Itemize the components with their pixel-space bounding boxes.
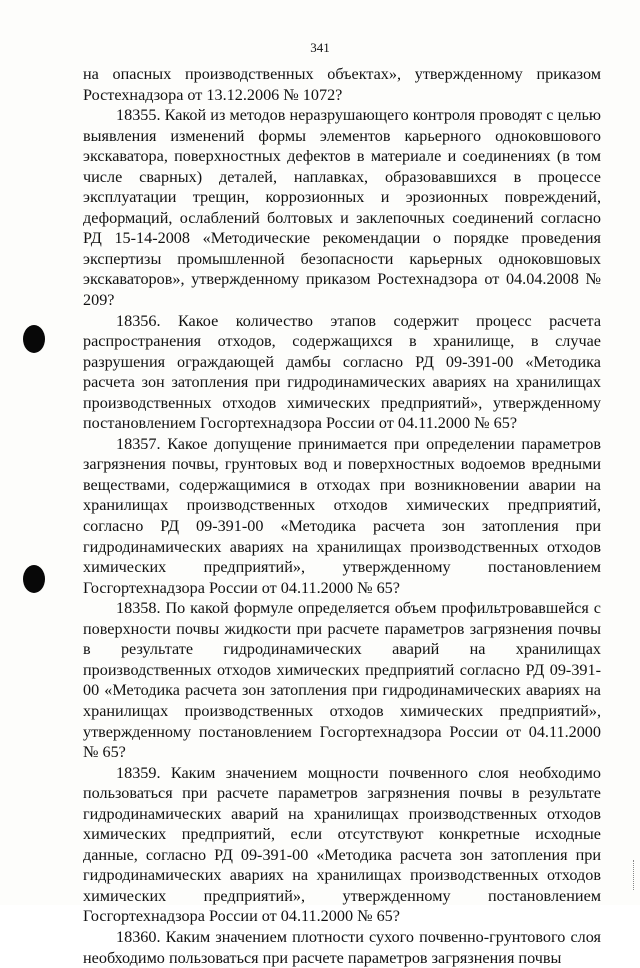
punch-hole (23, 325, 45, 353)
scan-edge-mark (631, 860, 634, 890)
punch-hole (23, 565, 45, 593)
question-18358: 18358. По какой формуле определяется объем профильтровавшейся с поверхности почвы жидкости при расчете параметров загрязнения почвы в результате гидродинамических аварий на хранилищах производственных отходов химических предприятий согласно РД 09-391-00 «Методика расчета зон затопления при гидродинамических авариях на хранилищах производственных отходов химических предприятий», утвержденному постановлением Госгортехнадзора России от 04.11.2000 № 65? (83, 599, 601, 762)
question-18360: 18360. Каким значением плотности сухого почвенно-грунтового слоя необходимо пользоваться при расчете параметров загрязнения почвы (83, 927, 601, 967)
document-body (83, 64, 601, 968)
question-18355: 18355. Какой из методов неразрушающего контроля проводят с целью выявления изменений формы элементов карьерного одноковшового экскаватора, поверхностных дефектов в материале и соединениях (в том числе сварных) деталей, наплавках, образовавшихся в процессе эксплуатации трещин, коррозионных и эрозионных повреждений, деформаций, ослаблений болтовых и заклепочных соединений согласно РД 15-14-2008 «Методические рекомендации о порядке проведения экспертизы промышленной безопасности карьерных одноковшовых экскаваторов», утвержденному приказом Ростехнадзора от 04.04.2008 № 209? (83, 106, 601, 310)
page-number: 341 (310, 40, 330, 55)
paragraph-continuation: на опасных производственных объектах», утвержденному приказом Ростехнадзора от 13.12.2006 № 1072? (83, 65, 601, 104)
question-18356: 18356. Какое количество этапов содержит процесс расчета распространения отходов, содержащихся в хранилище, в случае разрушения ограждающей дамбы согласно РД 09-391-00 «Методика расчета зон затопления при гидродинамических авариях на хранилищах производственных отходов химических предприятий», утвержденному постановлением Госгортехнадзора России от 04.11.2000 № 65? (83, 311, 601, 433)
question-18357: 18357. Какое допущение принимается при определении параметров загрязнения почвы, грунтовых вод и поверхностных водоемов вредными веществами, содержащимися в отходах при возникновении аварии на хранилищах производственных отходов химических предприятий, согласно РД 09-391-00 «Методика расчета зон затопления при гидродинамических авариях на хранилищах производственных отходов химических предприятий», утвержденному постановлением Госгортехнадзора России от 04.11.2000 № 65? (83, 434, 601, 597)
question-18359: 18359. Каким значением мощности почвенного слоя необходимо пользоваться при расчете параметров загрязнения почвы в результате гидродинамических аварий на хранилищах производственных отходов химических предприятий, если отсутствуют конкретные исходные данные, согласно РД 09-391-00 «Методика расчета зон затопления при гидродинамических авариях на хранилищах производственных отходов химических предприятий», утвержденному постановлением Госгортехнадзора России от 04.11.2000 № 65? (83, 763, 601, 926)
